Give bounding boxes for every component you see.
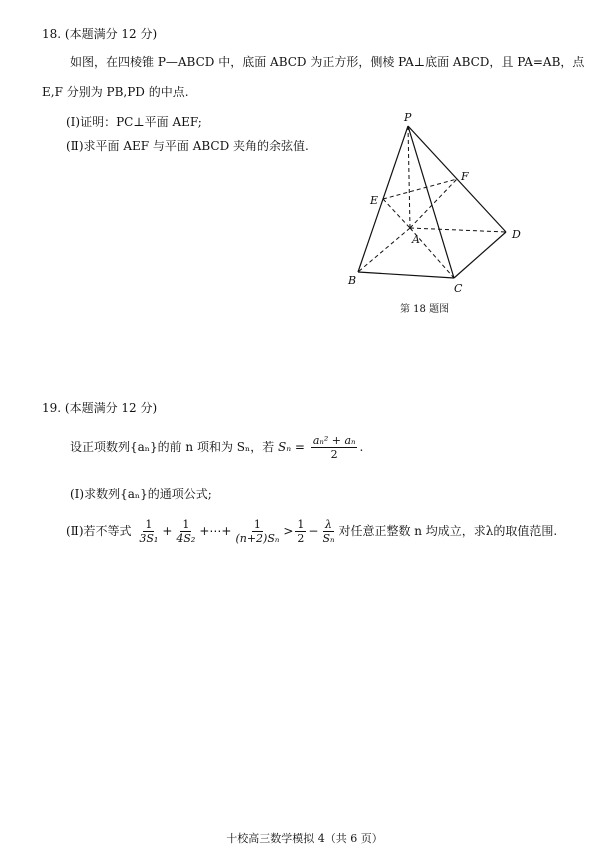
label-C: C [454,282,463,295]
frac-term2: $\frac{1}{\text{4S₂}}$ [176,518,196,545]
q19-header [42,400,157,416]
label-D: D [512,228,521,241]
edge-BC [358,272,454,278]
pyramid-figure [340,110,540,324]
q18-part1: (Ⅰ)证明：PC⊥平面 AEF; [66,115,202,129]
segment-AE [383,199,410,228]
q19-part2 [66,518,557,545]
frac-rhs2: $\frac{\lambda}{\text{Sₙ}}$ [322,518,335,545]
q18-score-note: (本题满分 12 分) [64,27,158,41]
q18-stem-line2: E,F 分别为 PB,PD 的中点. [42,85,189,99]
edge-CD [454,232,506,278]
page-footer: 十校高三数学模拟 4（共 6 页） [226,832,383,845]
q19-score-note: (本题满分 12 分) [64,401,158,415]
segment-EF [383,179,457,199]
plus-sign: + [162,524,173,538]
pyramid-diagram [340,110,540,320]
minus-sign: − [308,524,319,538]
q19-part2-suffix: 对任意正整数 n 均成立，求λ的取值范围. [338,524,558,538]
q19-part2-prefix: (Ⅱ)若不等式 [66,524,132,538]
edge-PC [408,126,454,278]
q18-header [42,26,157,42]
frac-term3: $\frac{1}{\text{(n+2)Sₙ}}$ [235,518,280,545]
label-E: E [370,194,379,207]
gt-sign: > [283,524,294,538]
q19-number: 19. [42,401,62,415]
q19-stem-prefix: 设正项数列{aₙ}的前 n 项和为 Sₙ，若 [70,440,275,454]
q18-stem-line1: 如图，在四棱锥 P—ABCD 中，底面 ABCD 为正方形，侧棱 PA⊥底面 ABCD，且 PA=AB，点 [70,55,585,69]
q18-part2: (Ⅱ)求平面 AEF 与平面 ABCD 夹角的余弦值. [66,139,309,153]
label-A: A [412,233,420,246]
frac-term1: $\frac{1}{\text{3S₁}}$ [139,518,159,545]
q19-stem [70,434,363,461]
figure-caption: 第 18 题图 [400,304,450,315]
q19-part1: (Ⅰ)求数列{aₙ}的通项公式; [70,487,212,501]
edge-PD [408,126,506,232]
frac-rhs1: $\frac{1}{2}$ [297,518,305,545]
edge-PA [408,126,410,228]
q18-number: 18. [42,27,62,41]
q19-stem-lhs: Sₙ = [278,440,305,454]
segment-AF [410,179,457,228]
ellipsis: +⋯+ [199,524,232,538]
label-B: B [348,274,357,287]
edge-AD [410,228,506,232]
q19-stem-suffix: . [359,440,364,454]
label-P: P [404,111,412,124]
label-F: F [461,170,469,183]
q19-stem-fraction: $\frac{\text{aₙ² + aₙ}}{2}$ [312,434,356,461]
